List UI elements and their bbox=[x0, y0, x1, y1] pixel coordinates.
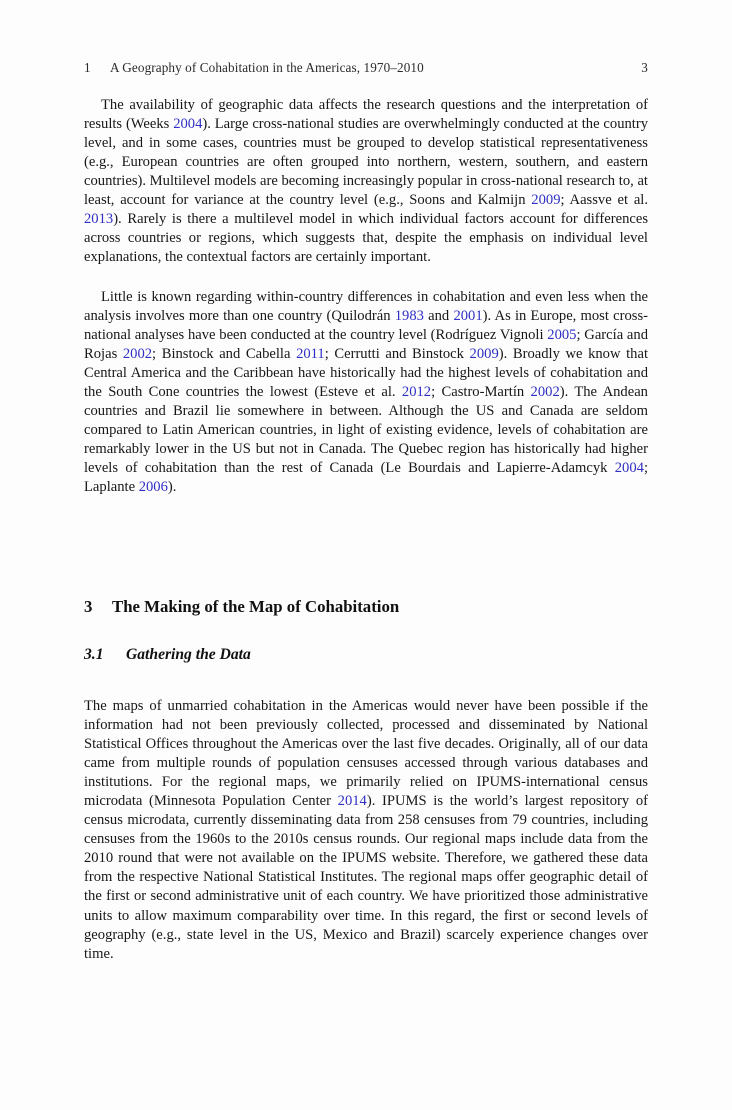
paragraph-2-segment-5: ; Binstock and Cabella bbox=[152, 346, 297, 363]
citation-year-quilodran-1983[interactable]: 1983 bbox=[394, 308, 424, 325]
citation-year-minnesota-population-center-2014[interactable]: 2014 bbox=[337, 793, 367, 810]
section-heading-3 bbox=[84, 596, 648, 617]
paragraph-2-segment-1: Little is known regarding within-country differences in cohabitation and even less when the analysis involves more than one country (Quilodrán bbox=[84, 289, 648, 325]
running-head bbox=[84, 60, 648, 76]
paragraph-2-segment-7: ). Broadly we know that Central America and the Caribbean have historically had the highest levels of cohabitation and the South Cone countries the lowest (Esteve et al. bbox=[84, 346, 649, 401]
paragraph-2-segment-11: ). bbox=[167, 479, 177, 496]
paragraph-1-segment-4: ). Rarely is there a multilevel model in which individual factors account for differences across countries or regions, which suggests that, despite the emphasis on individual level explanations, the contextual factors are certainly important. bbox=[84, 211, 648, 266]
section-heading-3-1-title: Gathering the Data bbox=[126, 646, 251, 663]
citation-year-soons-kalmijn-2009[interactable]: 2009 bbox=[531, 192, 561, 209]
paragraph-2-segment-10: ; Laplante bbox=[84, 460, 648, 496]
running-head-title: A Geography of Cohabitation in the Americas, 1970–2010 bbox=[110, 60, 424, 75]
paragraph-2-segment-4: ; García and Rojas bbox=[84, 327, 648, 363]
paragraph-1 bbox=[84, 96, 648, 267]
paragraph-1-segment-2: ). Large cross-national studies are overwhelmingly conducted at the country level, and in some cases, countries must be grouped to develop statistical representativeness (e.g., European countries are often grouped into northern, western, southern, and eastern countries). Multilevel models are becoming increasingly popular in cross-national research to, at least, account for variance at the country level (e.g., Soons and Kalmijn bbox=[84, 116, 648, 209]
citation-year-rodriguez-vignoli-2005[interactable]: 2005 bbox=[547, 327, 577, 344]
citation-year-laplante-2006[interactable]: 2006 bbox=[138, 479, 168, 496]
paragraph-2-segment-8: ; Castro-Martín bbox=[431, 384, 531, 401]
paragraph-2-segment-9: ). The Andean countries and Brazil lie somewhere in between. Although the US and Canada are seldom compared to Latin American countries, in light of existing evidence, levels of cohabitation are remarkably lower in the US but not in Canada. The Quebec region has historically had higher levels of cohabitation than the rest of Canada (Le Bourdais and Lapierre-Adamcyk bbox=[84, 384, 648, 477]
section-heading-3-number: 3 bbox=[84, 597, 93, 616]
section-heading-3-1-number: 3.1 bbox=[84, 646, 104, 663]
section-heading-3-1 bbox=[84, 645, 648, 665]
citation-year-aassve-2013[interactable]: 2013 bbox=[84, 211, 114, 228]
citation-year-weeks-2004[interactable]: 2004 bbox=[173, 116, 203, 133]
paragraph-3-segment-1: The maps of unmarried cohabitation in the Americas would never have been possible if the information had not been previously collected, processed and disseminated by National Statistical Offices throughout the Americas over the last five decades. Originally, all of our data came from multiple rounds of population censuses accessed through various databases and institutions. For the regional maps, we primarily relied on IPUMS-international census microdata (Minnesota Population Center bbox=[84, 698, 648, 810]
citation-year-binstock-cabella-2011[interactable]: 2011 bbox=[296, 346, 325, 363]
paragraph-2 bbox=[84, 288, 648, 498]
paragraph-2-segment-2: and bbox=[423, 308, 454, 325]
citation-year-le-bourdais-2004[interactable]: 2004 bbox=[614, 460, 644, 477]
citation-year-esteve-2012[interactable]: 2012 bbox=[401, 384, 432, 401]
paragraph-1-segment-1: The availability of geographic data affects the research questions and the interpretation of results (Weeks bbox=[84, 97, 648, 133]
citation-year-garcia-rojas-2002[interactable]: 2002 bbox=[122, 346, 153, 363]
paragraph-2-segment-3: ). As in Europe, most cross-national analyses have been conducted at the country level (Rodríguez Vignoli bbox=[84, 308, 648, 344]
section-heading-3-title: The Making of the Map of Cohabitation bbox=[112, 597, 400, 616]
running-head-chapter-number: 1 bbox=[84, 60, 91, 75]
paragraph-1-segment-3: ; Aassve et al. bbox=[560, 192, 649, 209]
citation-year-cerrutti-binstock-2009[interactable]: 2009 bbox=[469, 346, 499, 363]
paragraph-block-two bbox=[84, 288, 648, 498]
paragraph-block-one bbox=[84, 96, 648, 267]
paragraph-block-three bbox=[84, 697, 648, 964]
citation-year-quilodran-2001[interactable]: 2001 bbox=[453, 308, 483, 325]
paragraph-3 bbox=[84, 697, 648, 964]
page-number: 3 bbox=[641, 60, 648, 75]
paragraph-2-segment-6: ; Cerrutti and Binstock bbox=[324, 346, 470, 363]
citation-year-castro-martin-2002[interactable]: 2002 bbox=[530, 384, 560, 401]
paragraph-3-segment-2: ). IPUMS is the world’s largest repository of census microdata, currently disseminating data from 258 censuses from 79 countries, including censuses from the 1960s to the 2010s census rounds. Our regional maps include data from the 2010 round that were not available on the IPUMS website. Therefore, we gathered these data from the respective National Statistical Institutes. The regional maps offer geographic detail of the first or second administrative unit of each country. We have prioritized those administrative units to allow maximum comparability over time. In this regard, the first or second levels of geography (e.g., state level in the US, Mexico and Brazil) scarcely experience changes over time. bbox=[84, 793, 648, 962]
